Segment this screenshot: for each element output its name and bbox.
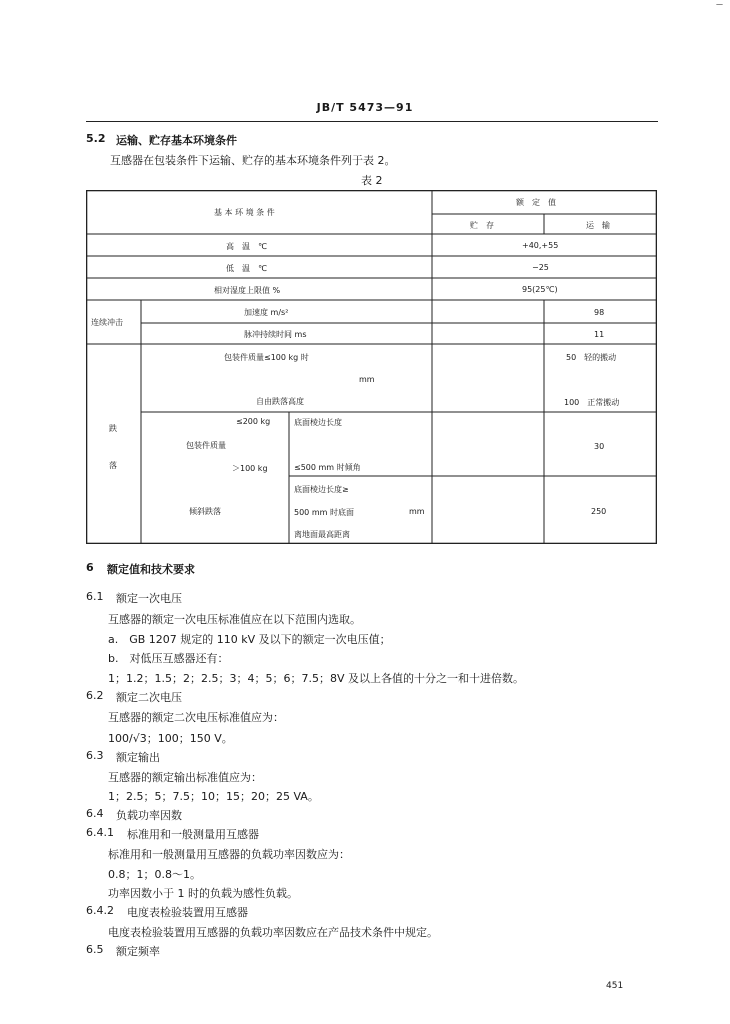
sec-6-4-1-num: 6.4.1	[86, 826, 114, 839]
section-5-2-text: 互感器在包装条件下运输、贮存的基本环境条件列于表 2。	[110, 154, 396, 167]
sec-6-1-title: 额定一次电压	[116, 592, 182, 605]
environment-conditions-table	[86, 190, 657, 544]
sec-6-4-num: 6.4	[86, 807, 104, 820]
section-6-number: 6	[86, 561, 94, 574]
edge-length-ge-label: 底面棱边长度≥	[294, 485, 349, 494]
corner-mark: —	[716, 0, 723, 8]
header-rule	[86, 121, 658, 122]
sec-6-4-2-num: 6.4.2	[86, 904, 114, 917]
edge-length-label: 底面棱边长度	[294, 418, 342, 427]
row-humidity: 相对湿度上限值 %	[214, 286, 281, 295]
head-rated-value: 额 定 值	[516, 198, 556, 207]
table-caption: 表 2	[361, 174, 383, 187]
tilt-drop-label: 倾斜跌落	[189, 507, 221, 516]
sec-6-4-1-title: 标准用和一般测量用互感器	[127, 828, 259, 841]
section-5-2-title: 运输、贮存基本环境条件	[116, 134, 237, 147]
page-number: 451	[606, 981, 624, 991]
ground-height-label: 离地面最高距离	[294, 530, 350, 539]
unit-mm-2: mm	[409, 507, 425, 516]
val-light-handling: 50 轻的搬动	[566, 353, 617, 362]
sec-6-4-2-title: 电度表检验装置用互感器	[127, 906, 248, 919]
pulse-duration-label: 脉冲持续时间 ms	[244, 330, 307, 339]
line-6-4-2-a: 电度表检验装置用互感器的负载功率因数应在产品技术条件中规定。	[108, 926, 438, 939]
line-6-1-c: b. 对低压互感器还有：	[108, 652, 229, 665]
sec-6-2-num: 6.2	[86, 689, 104, 702]
line-6-4-1-a: 标准用和一般测量用互感器的负载功率因数应为：	[108, 848, 350, 861]
sec-6-5-num: 6.5	[86, 943, 104, 956]
unit-mm: mm	[359, 375, 375, 384]
section-6-title: 额定值和技术要求	[107, 563, 195, 576]
line-6-3-b: 1；2.5；5；7.5；10；15；20；25 VA。	[108, 790, 319, 803]
sec-6-5-title: 额定频率	[116, 945, 160, 958]
tilt-angle-label: ≤500 mm 时倾角	[294, 463, 361, 472]
free-fall-height-label: 自由跌落高度	[256, 397, 304, 406]
edge-500-label: 500 mm 时底面	[294, 508, 354, 517]
standard-number-header: JB/T 5473—91	[316, 101, 414, 114]
section-5-2-number: 5.2	[86, 132, 106, 145]
table-grid	[86, 190, 657, 544]
mass-le-200: ≤200 kg	[236, 417, 271, 426]
sec-6-2-title: 额定二次电压	[116, 691, 182, 704]
sec-6-3-title: 额定输出	[116, 751, 160, 764]
pkg-mass-label: 包装件质量	[186, 441, 226, 450]
line-6-1-a: 互感器的额定一次电压标准值应在以下范围内选取。	[108, 613, 361, 626]
drop-label-1: 跌	[109, 424, 117, 433]
line-6-4-1-c: 功率因数小于 1 时的负载为感性负载。	[108, 887, 298, 900]
row-high-temp: 高 温 ℃	[226, 242, 267, 251]
drop-label-2: 落	[109, 461, 117, 470]
row-low-temp: 低 温 ℃	[226, 264, 267, 273]
head-transport: 运 输	[586, 221, 610, 230]
sec-6-3-num: 6.3	[86, 749, 104, 762]
line-6-2-b: 100/√3；100；150 V。	[108, 732, 233, 745]
line-6-4-1-b: 0.8；1；0.8～1。	[108, 868, 201, 881]
pkg-mass-100-label: 包装件质量≤100 kg 时	[224, 353, 309, 362]
val-humidity: 95(25℃)	[522, 285, 558, 294]
val-30: 30	[594, 442, 605, 451]
line-6-2-a: 互感器的额定二次电压标准值应为：	[108, 711, 284, 724]
continuous-shock-label: 连续冲击	[91, 318, 123, 327]
line-6-3-a: 互感器的额定输出标准值应为：	[108, 771, 262, 784]
accel-label: 加速度 m/s²	[244, 308, 289, 317]
line-6-1-b: a. GB 1207 规定的 110 kV 及以下的额定一次电压值；	[108, 633, 391, 646]
val-accel: 98	[594, 308, 605, 317]
sec-6-4-title: 负载功率因数	[116, 809, 182, 822]
head-basic-conditions: 基 本 环 境 条 件	[214, 208, 275, 217]
val-high-temp: +40,+55	[522, 241, 559, 250]
line-6-1-d: 1；1.2；1.5；2；2.5；3；4；5；6；7.5；8V 及以上各值的十分之一和十进倍数。	[108, 672, 524, 685]
val-250: 250	[591, 507, 607, 516]
val-normal-handling: 100 正常搬动	[564, 398, 620, 407]
val-low-temp: −25	[532, 263, 549, 272]
head-storage: 贮 存	[470, 221, 494, 230]
val-pulse: 11	[594, 330, 605, 339]
sec-6-1-num: 6.1	[86, 590, 104, 603]
mass-gt-100: ＞100 kg	[232, 464, 268, 473]
